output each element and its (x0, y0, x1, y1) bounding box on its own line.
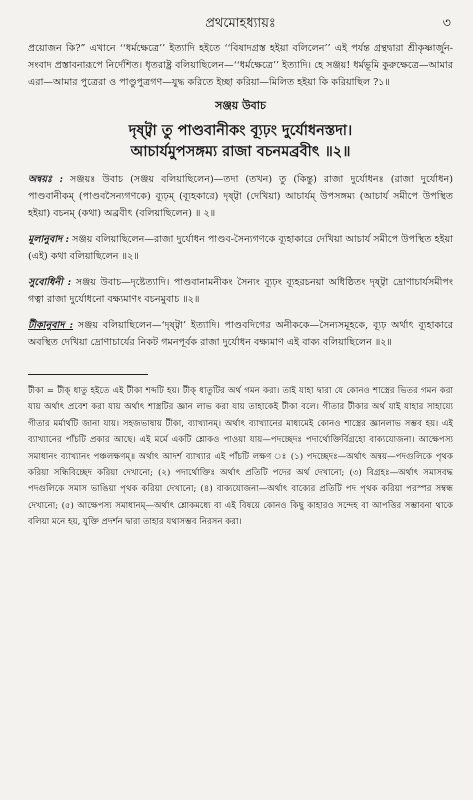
subodhini-label: সুবোধিনী : (28, 277, 72, 288)
mulanuvad-section (28, 231, 453, 265)
chapter-title: প্রথমোহধ্যায়ঃ (205, 16, 276, 31)
footnote: টীকা = টীক্ ধাতু হইতে এই টীকা শব্দটি হয়। টীক্ ধাতুটির অর্থ গমন করা। তাই যাহা দ্বারা যে কোনও শাস্ত্রের ভিতর গমন করা যায় অর্থাৎ প্রবেশ করা যায় অর্থাৎ শাস্ত্রটির জ্ঞান লাভ করা যায় তাহাকেই টীকা বলে। গীতার টীকার অর্থ যাই যাহার সাহায্যে গীতার মর্মার্থটি জানা যায়। সহজভাষায় টীকা, ব্যাখ্যানম্। অর্থাৎ ব্যাখ্যানের মাধ্যমেই কোনও শাস্ত্রের জ্ঞানলাভ সম্ভব হয়। এই ব্যাখ্যানের পাঁচটি প্রকার আছে। এই মর্মে একটি শ্লোকও পাওয়া যায়—পদচ্ছেদঃ পদার্থোক্তির্বিগ্রহো বাক্যযোজনা। আক্ষেপস্য সমাধানং ব্যাখ্যানং পঞ্চলক্ষণম্॥ অর্থাৎ আদর্শ ব্যাখ্যার এই পাঁচটি লক্ষণ ঃ (১) পদচ্ছেদঃ—অর্থাৎ অন্বয়—পদগুলিকে পৃথক করিয়া সন্ধিবিচ্ছেদ করিয়া দেখানো; (২) পদার্থোক্তিঃ অর্থাৎ প্রতিটি পদের অর্থ দেখানো; (৩) বিগ্রহঃ—অর্থাৎ সমাসবদ্ধ পদগুলিকে সমাস ভাঙিয়া পৃথক করিয়া দেখানো; (৪) বাক্যযোজনা—অর্থাৎ বাক্যের প্রতিটি পদ পৃথক করিয়া পরস্পর সম্বন্ধ দেখানো; (৫) আক্ষেপস্য সমাধানম্—অর্থাৎ শ্লোকমধ্যে বা এই বিষয়ে কোনও কিছু কাহারও সন্দেহ বা আপত্তির সম্ভাবনা থাকে বলিয়া মনে হয়, যুক্তি প্রদর্শন দ্বারা তাহার যথাসম্ভব নিরসন করা। (28, 386, 453, 528)
anvaya-label: অন্বয়ঃ : (28, 174, 64, 185)
anvaya-section (28, 171, 453, 222)
verse-line-1: দৃষ্ট্বা তু পাণ্ডবানীকং ব্যূঢ়ং দুর্যোধনস্তদা। (128, 122, 353, 139)
page-header (28, 14, 453, 40)
subodhini-section (28, 274, 453, 308)
mulanuvad-text: সঞ্জয় বলিয়াছিলেন—রাজা দুর্যোধন পাণ্ডব-সৈন্যগণকে ব্যূহাকারে দেখিয়া আচার্য সমীপে উপস্থিত হইয়া (এই) কথা বলিয়াছিলেন ॥২॥ (28, 234, 453, 262)
speaker-heading: সঞ্জয় উবাচ (215, 99, 266, 112)
verse-line-2: আচার্যমুপসঙ্গম্য রাজা বচনমব্রবীৎ ॥২॥ (130, 143, 351, 160)
footnote-divider (28, 374, 148, 375)
tikanuvad-label: টীকানুবাদ : (28, 320, 74, 331)
mulanuvad-label: মূলানুবাদ : (28, 234, 70, 245)
verse-block (28, 120, 453, 162)
tikanuvad-section (28, 317, 453, 351)
page (28, 14, 453, 531)
subodhini-text: সঞ্জয় উবাচ—দৃষ্টেত্যাদি। পাণ্ডবানামনীকং সৈন্যং ব্যূঢ়ং ব্যূহরচনয়া অধিষ্ঠিতং দৃষ্ট্বা দ্রোণাচার্যসমীপং গত্বা রাজা দুর্যোধনো বক্ষ্যমাণং বচনমুবাচ ॥২॥ (28, 277, 453, 305)
tikanuvad-text: সঞ্জয় বলিয়াছিলেন—‘দৃষ্ট্বা’ ইত্যাদি। পাণ্ডবদিগের অনীককে—সৈন্যসমূহকে, ব্যূঢ় অর্থাৎ ব্যূহাকারে অবস্থিত দেখিয়া দ্রোণাচার্যের নিকট গমনপূর্বক রাজা দুর্যোধন বক্ষ্যমাণ এই বাক্য বলিয়াছিলেন ॥২॥ (28, 320, 453, 348)
anvaya-text: সঞ্জয়ঃ উবাচ (সঞ্জয় বলিয়াছিলেন)—তদা (তখন) তু (কিন্তু) রাজা দুর্যোধনঃ (রাজা দুর্যোধন) পাণ্ডবানীকম্ (পাণ্ডবসৈন্যগণকে) ব্যূঢ়ম্ (ব্যূহকারে) দৃষ্ট্বা (দেখিয়া) আচার্যম্ উপসঙ্গম্য (আচার্য সমীপে উপস্থিত হইয়া) বচনম্ (কথা) অব্রবীৎ (বলিয়াছিলেন) ॥ ২॥ (28, 174, 453, 219)
page-number: ৩ (442, 16, 451, 31)
intro-paragraph: প্রয়োজন কি?” এখানে ‘‘ধর্মক্ষেত্রে’’ ইত্যাদি হইতে ‘‘বিষাদগ্রস্ত হইয়া বলিলেন’’ এই পর্যন্ত গ্রন্থদ্বারা শ্রীকৃষ্ণার্জুন-সংবাদ প্রস্তাবনারূপে নির্দেশিত। ধৃতরাষ্ট্র বলিয়াছিলেন—‘‘ধর্মক্ষেত্রে’’ ইত্যাদি। হে সঞ্জয়! ধর্মভূমি কুরুক্ষেত্রে—আমার এরা—আমার পুত্রেরা ও পাণ্ডুপুত্রগণ—যুদ্ধ করিতে ইচ্ছা করিয়া—মিলিত হইয়া কি করিয়াছিল ?১॥ (28, 43, 453, 88)
